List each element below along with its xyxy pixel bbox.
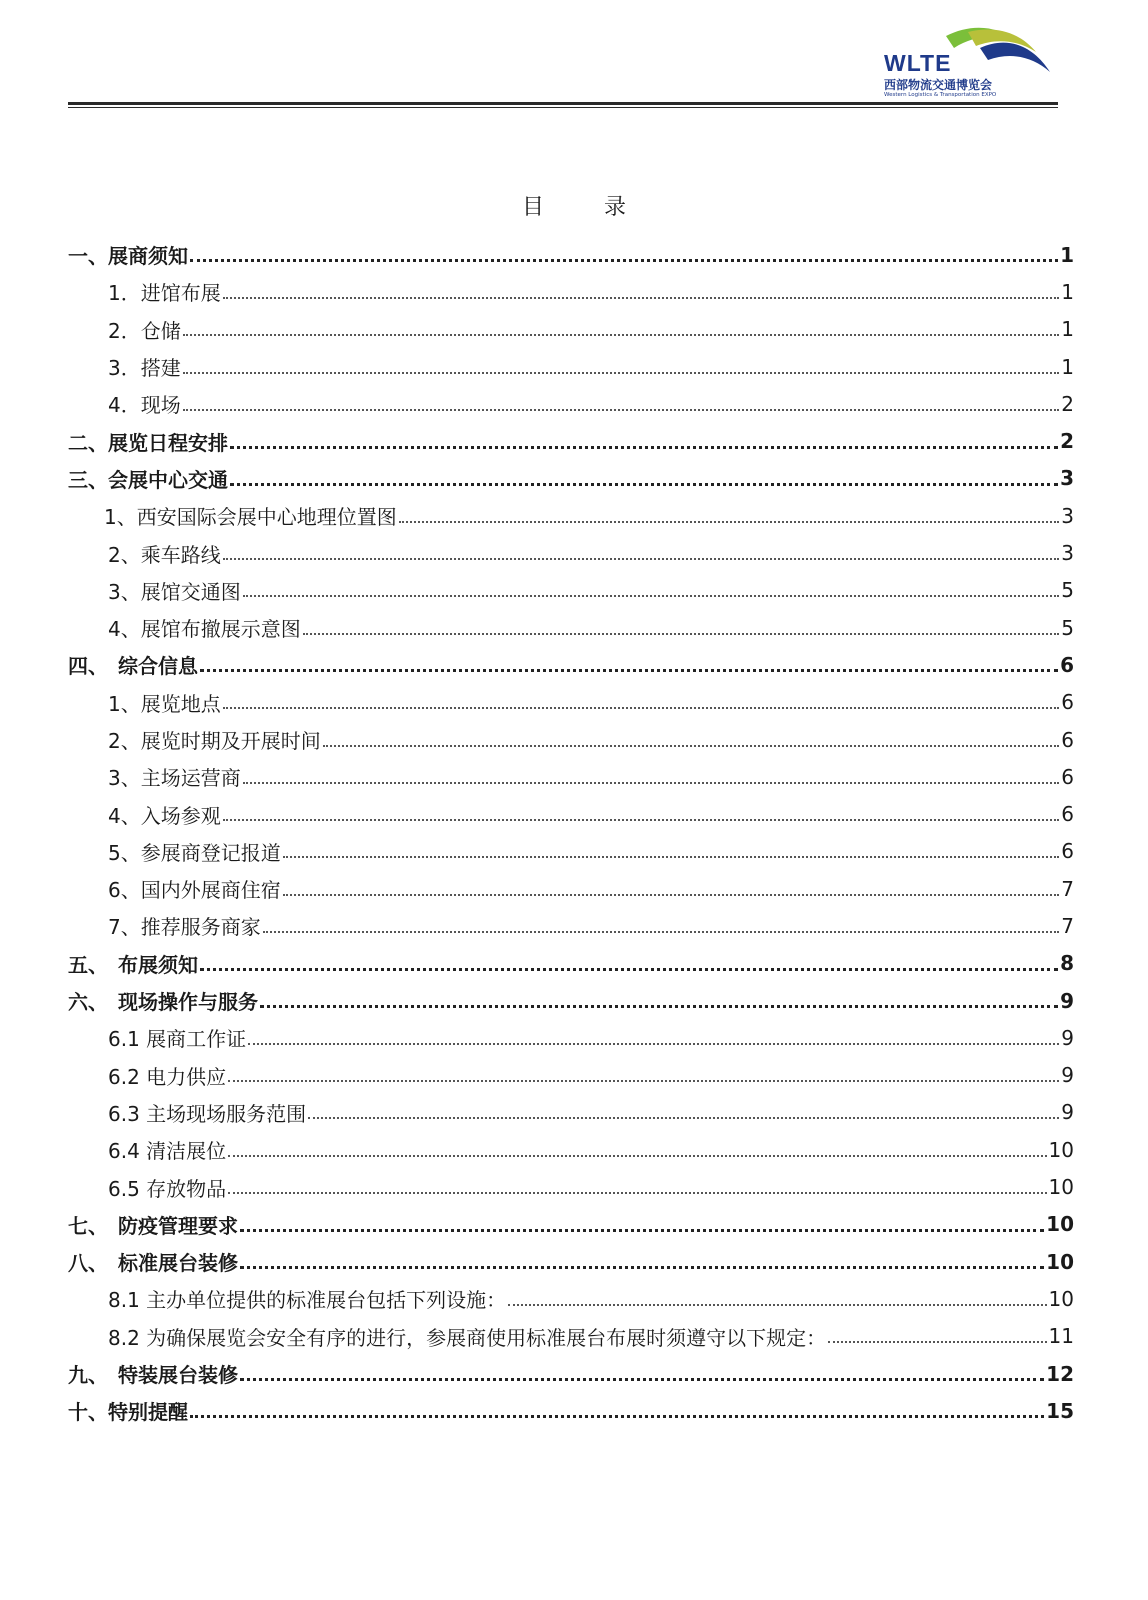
toc-page-number: 9	[1061, 1063, 1074, 1088]
toc-subsection-entry[interactable]	[68, 795, 1074, 832]
toc-dot-leader	[190, 1415, 1044, 1418]
toc-section-entry[interactable]	[68, 236, 1074, 273]
logo-chinese-name: 西部物流交通博览会	[884, 78, 993, 92]
toc-dot-leader	[240, 1266, 1044, 1269]
toc-entry-label: 3、展馆交通图	[108, 579, 241, 604]
toc-subsection-entry[interactable]	[68, 273, 1074, 310]
toc-entry-label: 8.2 为确保展览会安全有序的进行，参展商使用标准展台布展时须遵守以下规定：	[108, 1325, 827, 1350]
toc-page-number: 6	[1061, 690, 1074, 715]
toc-dot-leader	[260, 1005, 1058, 1008]
toc-page-number: 6	[1061, 764, 1074, 789]
header-rule-thin	[68, 107, 1058, 108]
toc-dot-leader	[230, 446, 1058, 449]
toc-subsection-entry[interactable]	[68, 684, 1074, 721]
toc-page-number: 6	[1061, 839, 1074, 864]
toc-subsection-entry[interactable]	[68, 1168, 1074, 1205]
wlte-logo	[880, 26, 1060, 102]
toc-entry-label: 4、入场参观	[108, 803, 221, 828]
toc-dot-leader	[248, 1043, 1059, 1045]
toc-page-number: 2	[1061, 391, 1074, 416]
toc-dot-leader	[508, 1304, 1046, 1306]
toc-subsection-entry[interactable]	[68, 1318, 1074, 1355]
toc-subsection-entry[interactable]	[68, 1057, 1074, 1094]
toc-page-number: 3	[1061, 503, 1074, 528]
toc-entry-label: 1．进馆布展	[108, 281, 221, 306]
toc-section-entry[interactable]	[68, 1355, 1074, 1392]
toc-entry-label: 8.1 主办单位提供的标准展台包括下列设施：	[108, 1288, 507, 1313]
toc-subsection-entry[interactable]	[68, 833, 1074, 870]
toc-subsection-entry[interactable]	[68, 572, 1074, 609]
toc-subsection-entry[interactable]	[68, 1280, 1074, 1317]
logo-english-name: Western Logistics & Transportation EXPO	[884, 92, 997, 98]
toc-dot-leader	[230, 483, 1058, 486]
page-header	[0, 0, 1148, 115]
toc-entry-label: 5、参展商登记报道	[108, 840, 281, 865]
toc-dot-leader	[399, 521, 1060, 523]
toc-dot-leader	[283, 894, 1060, 896]
toc-subsection-entry[interactable]	[68, 385, 1074, 422]
toc-subsection-entry[interactable]	[68, 907, 1074, 944]
toc-page-number: 1	[1061, 317, 1074, 342]
toc-subsection-entry[interactable]	[68, 497, 1074, 534]
toc-dot-leader	[183, 409, 1060, 411]
toc-dot-leader	[323, 745, 1060, 747]
toc-section-entry[interactable]	[68, 1243, 1074, 1280]
toc-page-number: 12	[1046, 1361, 1074, 1386]
toc-entry-label: 6、国内外展商住宿	[108, 878, 281, 903]
toc-dot-leader	[243, 782, 1060, 784]
toc-dot-leader	[223, 297, 1060, 299]
toc-entry-label: 2、乘车路线	[108, 542, 221, 567]
toc-dot-leader	[223, 819, 1060, 821]
toc-page-number: 9	[1060, 988, 1074, 1013]
toc-subsection-entry[interactable]	[68, 1019, 1074, 1056]
toc-dot-leader	[228, 1192, 1046, 1194]
toc-page-number: 9	[1061, 1100, 1074, 1125]
toc-page-number: 7	[1061, 876, 1074, 901]
toc-entry-label: 二、展览日程安排	[68, 430, 228, 455]
toc-page-number: 10	[1048, 1137, 1074, 1162]
toc-dot-leader	[223, 707, 1060, 709]
toc-entry-label: 6.5 存放物品	[108, 1176, 227, 1201]
toc-entry-label: 3．搭建	[108, 356, 181, 381]
toc-page-number: 7	[1061, 913, 1074, 938]
logo-abbreviation: WLTE	[884, 50, 952, 76]
toc-dot-leader	[228, 1155, 1046, 1157]
toc-page-number: 3	[1060, 466, 1074, 491]
toc-section-entry[interactable]	[68, 982, 1074, 1019]
toc-dot-leader	[263, 931, 1060, 933]
toc-subsection-entry[interactable]	[68, 311, 1074, 348]
toc-dot-leader	[308, 1117, 1059, 1119]
toc-dot-leader	[223, 558, 1060, 560]
toc-page-number: 3	[1061, 541, 1074, 566]
toc-section-entry[interactable]	[68, 422, 1074, 459]
toc-subsection-entry[interactable]	[68, 348, 1074, 385]
toc-section-entry[interactable]	[68, 646, 1074, 683]
toc-page-number: 2	[1060, 429, 1074, 454]
toc-entry-label: 八、 标准展台装修	[68, 1251, 238, 1276]
toc-page-number: 9	[1061, 1025, 1074, 1050]
toc-page-number: 10	[1048, 1286, 1074, 1311]
toc-section-entry[interactable]	[68, 460, 1074, 497]
toc-page-number: 5	[1061, 615, 1074, 640]
toc-entry-label: 七、 防疫管理要求	[68, 1213, 238, 1238]
toc-entry-label: 2、展览时期及开展时间	[108, 729, 321, 753]
toc-dot-leader	[303, 633, 1060, 635]
toc-entry-label: 九、 特装展台装修	[68, 1363, 238, 1388]
toc-dot-leader	[240, 1229, 1044, 1232]
toc-entry-label: 4．现场	[108, 393, 181, 418]
toc-subsection-entry[interactable]	[68, 721, 1074, 758]
toc-entry-label: 六、 现场操作与服务	[68, 990, 258, 1015]
toc-section-entry[interactable]	[68, 1206, 1074, 1243]
toc-entry-label: 6.4 清洁展位	[108, 1139, 227, 1164]
toc-entry-label: 三、会展中心交通	[68, 467, 228, 492]
toc-dot-leader	[183, 334, 1060, 336]
toc-subsection-entry[interactable]	[68, 1094, 1074, 1131]
toc-title: 目录	[521, 195, 686, 220]
toc-page-number: 1	[1061, 279, 1074, 304]
header-rule-thick	[68, 102, 1058, 105]
toc-dot-leader	[240, 1378, 1044, 1381]
toc-entry-label: 五、 布展须知	[68, 952, 198, 977]
toc-subsection-entry[interactable]	[68, 870, 1074, 907]
logo-swoosh-icon	[940, 26, 1052, 76]
toc-entry-label: 3、主场运营商	[108, 766, 241, 791]
toc-entry-label: 一、展商须知	[68, 244, 188, 269]
toc-entry-label: 6.1 展商工作证	[108, 1027, 247, 1052]
toc-dot-leader	[190, 259, 1058, 262]
toc-dot-leader	[183, 372, 1060, 374]
toc-entry-label: 6.2 电力供应	[108, 1064, 227, 1089]
toc-subsection-entry[interactable]	[68, 758, 1074, 795]
toc-dot-leader	[283, 856, 1060, 858]
toc-page-number: 6	[1061, 727, 1074, 752]
toc-page-number: 10	[1046, 1249, 1074, 1274]
toc-dot-leader	[200, 669, 1058, 672]
toc-entry-label: 2．仓储	[108, 318, 181, 343]
toc-section-entry[interactable]	[68, 945, 1074, 982]
toc-subsection-entry[interactable]	[68, 1131, 1074, 1168]
toc-page-number: 6	[1061, 802, 1074, 827]
toc-dot-leader	[228, 1080, 1059, 1082]
toc-entry-label: 4、展馆布撤展示意图	[108, 617, 301, 642]
toc-entry-label: 1、展览地点	[108, 691, 221, 716]
toc-subsection-entry[interactable]	[68, 534, 1074, 571]
toc-page-number: 1	[1060, 242, 1074, 267]
toc-page-number: 5	[1061, 578, 1074, 603]
toc-page-number: 10	[1046, 1212, 1074, 1237]
toc-subsection-entry[interactable]	[68, 609, 1074, 646]
toc-dot-leader	[200, 968, 1058, 971]
toc-page-number: 6	[1060, 652, 1074, 677]
toc-entry-label: 十、特别提醒	[68, 1400, 188, 1425]
toc-entry-label: 6.3 主场现场服务范围	[108, 1101, 307, 1126]
toc-page-number: 11	[1048, 1324, 1074, 1349]
toc-entry-label: 四、 综合信息	[68, 654, 198, 679]
toc-section-entry[interactable]	[68, 1392, 1074, 1429]
toc-page-number: 1	[1061, 354, 1074, 379]
toc-page-number: 8	[1060, 951, 1074, 976]
toc-page-number: 10	[1048, 1175, 1074, 1200]
toc-dot-leader	[243, 595, 1060, 597]
toc-entry-label: 7、推荐服务商家	[108, 915, 261, 940]
table-of-contents	[68, 236, 1074, 1430]
toc-dot-leader	[828, 1341, 1046, 1343]
toc-entry-label: 1、西安国际会展中心地理位置图	[104, 505, 397, 530]
toc-page-number: 15	[1046, 1398, 1074, 1423]
